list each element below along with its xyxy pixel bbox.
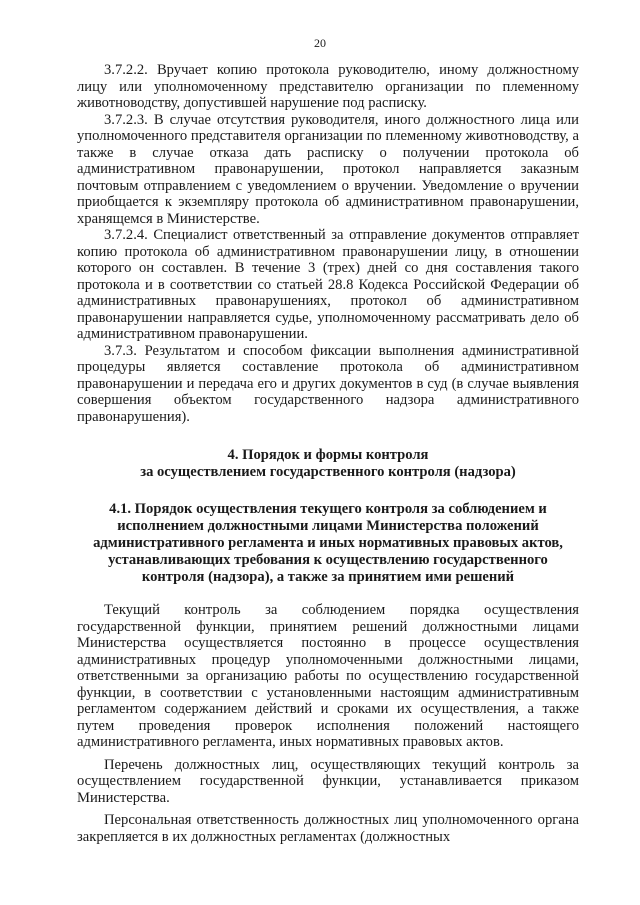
paragraph-3-7-2-2: 3.7.2.2. Вручает копию протокола руководителю, иному должностному лицу или уполномоченному представителю организации по племенному животноводству, допустившей нарушение под расписку. — [77, 62, 579, 111]
document-body — [77, 62, 579, 845]
subsection-4-1-heading-line-3: административного регламента и иных нормативных правовых актов, — [93, 535, 563, 551]
paragraph-current-control: Текущий контроль за соблюдением порядка осуществления государственной функции, принятием решений должностными лицами Министерства осуществляется постоянно в процессе осуществления административных процедур уполномоченными должностными лицами, ответственными за организацию работы по осуществлению государственной функции, в соответствии с установленными настоящим административным регламентом содержанием действий и сроками их осуществления, а также путем проведения проверок исполнения положений настоящего административного регламента, иных нормативных правовых актов. — [77, 602, 579, 750]
subsection-4-1-heading-line-5: контроля (надзора), а также за принятием ими решений — [141, 569, 515, 585]
subsection-4-1-heading — [77, 501, 579, 586]
paragraph-3-7-2-4: 3.7.2.4. Специалист ответственный за отправление документов отправляет копию протокола об административном правонарушении лицу, в отношении которого он составлен. В течение 3 (трех) дней со дня составления такого протокола и в соответствии со статьей 28.8 Кодекса Российской Федерации об административных правонарушениях, протокол об административном правонарушении направляется судье, уполномоченному рассматривать дело об административном правонарушении. — [77, 227, 579, 342]
subsection-4-1-heading-line-2: исполнением должностными лицами Министерства положений — [117, 518, 539, 534]
paragraph-personal-responsibility: Персональная ответственность должностных лиц уполномоченного органа закрепляется в их должностных регламентах (должностных — [77, 812, 579, 845]
section-4-heading-line-1: 4. Порядок и формы контроля — [227, 447, 429, 463]
subsection-4-1-heading-line-1: 4.1. Порядок осуществления текущего контроля за соблюдением и — [109, 501, 547, 517]
paragraph-3-7-3: 3.7.3. Результатом и способом фиксации выполнения административной процедуры является составление протокола об административном правонарушении и передача его и других документов в суд (в случае выявления совершения объектом государственного надзора административного правонарушения). — [77, 342, 579, 425]
page-number: 20 — [314, 36, 326, 50]
paragraph-3-7-2-3: 3.7.2.3. В случае отсутствия руководителя, иного должностного лица или уполномоченного представителя организации по племенному животноводству, а также в случае отказа дать расписку о получении протокола об административном правонарушении, протокол направляется заказным почтовым отправлением с уведомлением о вручении. Уведомление о вручении приобщается к экземпляру протокола об административном правонарушении, хранящемся в Министерстве. — [77, 111, 579, 227]
section-4-heading — [77, 447, 579, 481]
subsection-4-1-heading-line-4: устанавливающих требования к осуществлению государственного — [108, 552, 548, 568]
paragraph-officials-list: Перечень должностных лиц, осуществляющих текущий контроль за осуществлением государственной функции, устанавливается приказом Министерства. — [77, 756, 579, 806]
section-4-heading-line-2: за осуществлением государственного контроля (надзора) — [140, 464, 516, 480]
